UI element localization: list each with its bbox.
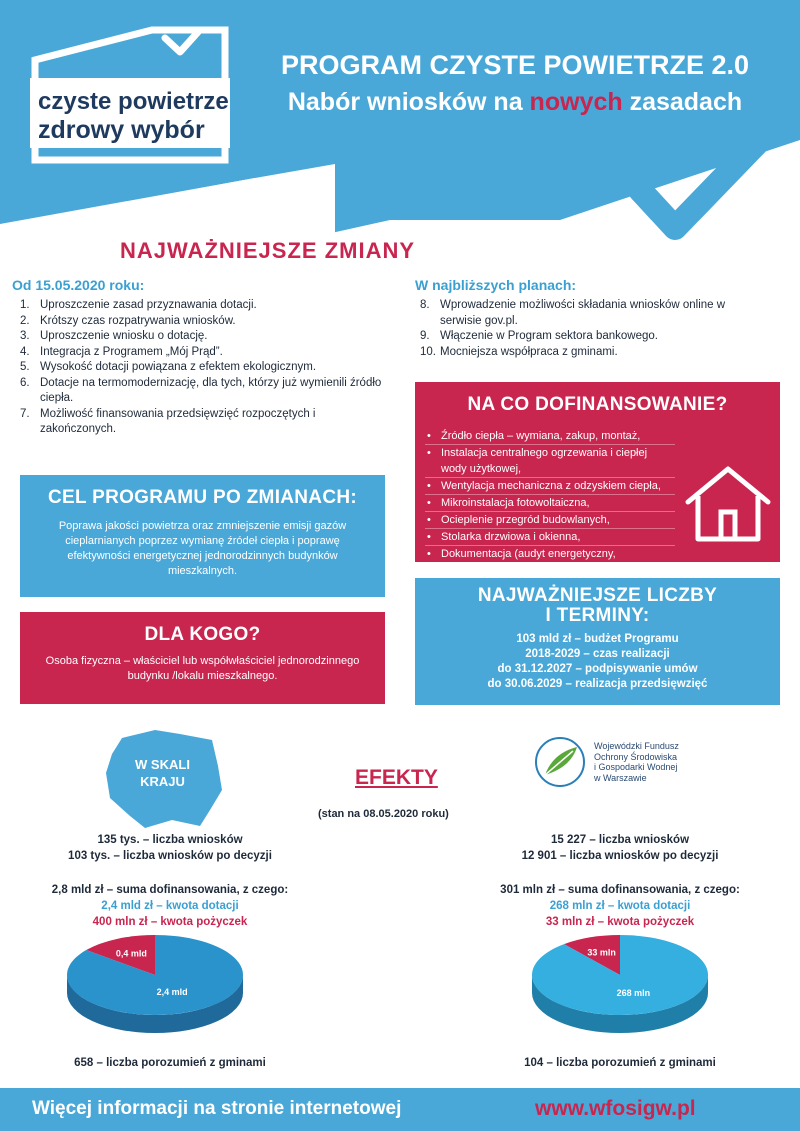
pie-label: 33 mln xyxy=(587,947,616,958)
pie-chart-right xyxy=(525,930,715,1040)
changes-right-list xyxy=(420,298,760,360)
cel-title: CEL PROGRAMU PO ZMIANACH: xyxy=(47,487,358,508)
list-item: 8. Wprowadzenie możliwości składania wniosków online w serwisie gov.pl. xyxy=(420,299,726,327)
list-item: 2. Krótszy czas rozpatrywania wniosków. xyxy=(20,314,236,327)
left-funding: 2,8 mld zł – suma dofinansowania, z czego: 2,4 mld zł – kwota dotacji 400 mln zł – kwota pożyczek xyxy=(51,884,289,928)
pie-label: 2,4 mld xyxy=(156,987,188,998)
cel-text: Poprawa jakości powietrza oraz zmniejszenie emisji gazów cieplarnianych poprzez wymianę źródeł ciepła i poprawę efektywności energetycznej jednorodzinnych budynków mieszkalnych. xyxy=(58,520,347,577)
list-item: 5. Wysokość dotacji powiązana z efektem ekologicznym. xyxy=(20,361,317,373)
changes-left-list xyxy=(20,298,390,438)
logo-text-line1: czyste powietrze xyxy=(38,88,229,115)
list-item: • Wentylacja mechaniczna z odzyskiem ciepła, xyxy=(425,478,675,495)
footer xyxy=(0,1088,800,1131)
list-item: 6. Dotacje na termomodernizację, dla tych, którzy już wymienili źródło ciepła. xyxy=(20,376,382,404)
liczby-line: do 30.06.2029 – realizacja przedsięwzięć xyxy=(487,678,708,690)
left-agreements: 658 – liczba porozumień z gminami xyxy=(74,1057,266,1069)
pie-label: 0,4 mld xyxy=(115,948,147,959)
house-icon xyxy=(683,464,773,544)
dofinansowanie-box xyxy=(415,382,780,576)
liczby-title-line2: I TERMINY: xyxy=(545,605,650,626)
list-item: • Stolarka drzwiowa i okienna, xyxy=(425,529,675,546)
efekty-title: EFEKTY xyxy=(355,766,438,789)
page-subtitle: Nabór wniosków na nowych zasadach xyxy=(287,88,743,116)
right-funding: 301 mln zł – suma dofinansowania, z czego: 268 mln zł – kwota dotacji 33 mln zł – kwota pożyczek xyxy=(500,884,740,928)
dla-kogo-box xyxy=(20,612,385,704)
right-stats: 15 227 – liczba wniosków 12 901 – liczba wniosków po decyzji xyxy=(521,834,719,862)
right-agreements: 104 – liczba porozumień z gminami xyxy=(524,1057,716,1069)
liczby-line: 2018-2029 – czas realizacji xyxy=(525,648,670,660)
kraj-label: W SKALI KRAJU xyxy=(135,757,190,789)
changes-right-heading: W najbliższych planach: xyxy=(415,277,577,293)
footer-text: Więcej informacji na stronie internetowej xyxy=(32,1098,402,1119)
list-item: 9. Włączenie w Program sektora bankowego. xyxy=(420,330,658,342)
liczby-title-line1: NAJWAŻNIEJSZE LICZBY xyxy=(477,585,718,606)
list-item: • Mikroinstalacja fotowoltaiczna, xyxy=(425,495,675,512)
list-item: 3. Uproszczenie wniosku o dotację. xyxy=(20,330,208,342)
list-item: 1. Uproszczenie zasad przyznawania dotacji. xyxy=(20,299,257,311)
list-item: 4. Integracja z Programem „Mój Prąd”. xyxy=(20,345,223,358)
footer-link[interactable]: www.wfosigw.pl xyxy=(535,1097,696,1120)
dofinansowanie-list xyxy=(425,428,675,579)
cel-box xyxy=(20,475,385,597)
liczby-box xyxy=(415,578,780,705)
checkmark-icon xyxy=(600,140,790,260)
left-stats: 135 tys. – liczba wniosków 103 tys. – liczba wniosków po decyzji xyxy=(68,834,272,862)
page-title: PROGRAM CZYSTE POWIETRZE 2.0 xyxy=(280,50,750,80)
list-item: 10. Mocniejsza współpraca z gminami. xyxy=(420,345,618,358)
fund-name-line: w Warszawie xyxy=(594,772,647,783)
liczby-line: 103 mld zł – budżet Programu xyxy=(516,633,679,645)
liczby-line: do 31.12.2027 – podpisywanie umów xyxy=(497,663,698,675)
liczby-lines xyxy=(425,632,770,692)
wfosigw-logo-icon xyxy=(533,735,588,790)
list-item: • Dokumentacja (audyt energetyczny, dokumentacja projektowa). xyxy=(425,546,675,579)
pie-label: 268 mln xyxy=(616,987,651,998)
list-item: 7. Możliwość finansowania przedsięwzięć rozpoczętych i zakończonych. xyxy=(20,407,316,435)
fund-name-line: Wojewódzki Fundusz xyxy=(594,741,679,751)
list-item: • Źródło ciepła – wymiana, zakup, montaż, xyxy=(425,428,675,445)
list-item: • Ocieplenie przegród budowlanych, xyxy=(425,512,675,529)
dla-kogo-text: Osoba fizyczna – właściciel lub współwłaściciel jednorodzinnego budynku /lokalu mieszkalnego. xyxy=(45,655,360,682)
list-item: • Instalacja centralnego ogrzewania i ciepłej wody użytkowej, xyxy=(425,445,675,478)
changes-title: NAJWAŻNIEJSZE ZMIANY xyxy=(120,238,416,263)
pie-chart-left xyxy=(60,930,250,1040)
fund-name xyxy=(594,741,679,783)
fund-name-line: i Gospodarki Wodnej xyxy=(594,762,678,772)
pie-slice xyxy=(532,935,708,1015)
logo-text-line2: zdrowy wybór xyxy=(38,116,205,144)
fund-name-line: Ochrony Środowiska xyxy=(594,751,678,762)
dofinansowanie-title: NA CO DOFINANSOWANIE? xyxy=(467,394,728,415)
dla-kogo-title: DLA KOGO? xyxy=(144,624,261,645)
changes-left-heading: Od 15.05.2020 roku: xyxy=(12,277,145,293)
efekty-subtitle: (stan na 08.05.2020 roku) xyxy=(318,808,449,820)
